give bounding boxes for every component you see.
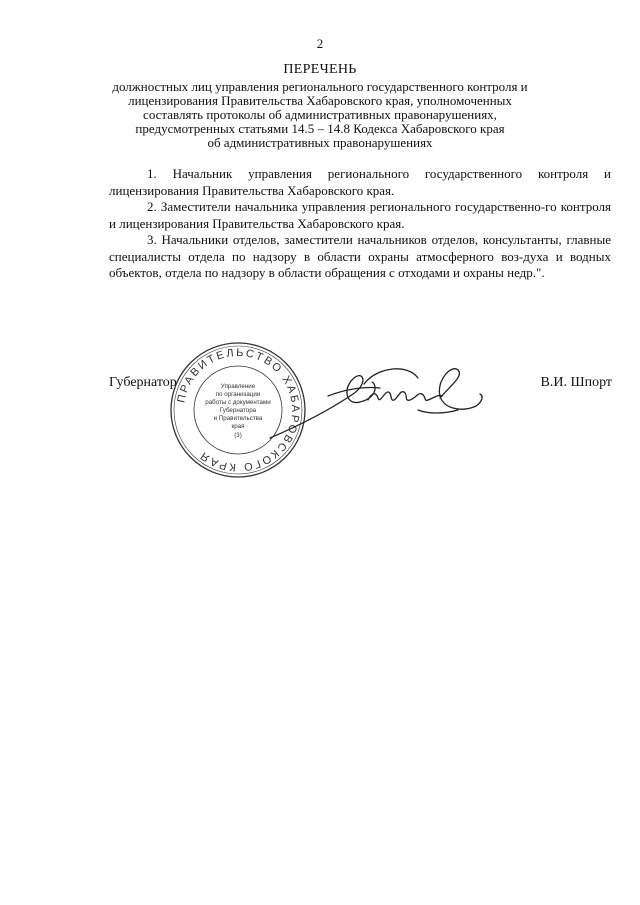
- subtitle-line: предусмотренных статьями 14.5 – 14.8 Кодекса Хабаровского края: [135, 121, 505, 136]
- subtitle-line: об административных правонарушениях: [207, 135, 433, 150]
- list-item: 1. Начальник управления регионального государственного контроля и лицензирования Правительства Хабаровского края.: [109, 166, 611, 198]
- page-number: 2: [316, 36, 324, 51]
- handwritten-signature: [268, 356, 488, 446]
- subtitle-line: лицензирования Правительства Хабаровского края, уполномоченных: [128, 93, 512, 108]
- seal-center-line: (3): [234, 432, 242, 439]
- seal-center-line: и Правительства: [213, 415, 263, 422]
- subtitle-line: составлять протоколы об административных правонарушениях,: [143, 107, 497, 122]
- list-item: 3. Начальники отделов, заместители начальников отделов, консультанты, главные специалисты отдела по надзору в области охраны атмосферного воз-духа и водных объектов, отдела по надзору в области обращения с отходами и охраны недр.".: [109, 232, 611, 280]
- seal-ring-text: ПРАВИТЕЛЬСТВО ХАБАРОВСКОГО КРАЯ: [175, 346, 302, 474]
- officials-list: [109, 166, 611, 282]
- signatory-position: Губернатор: [109, 375, 177, 390]
- list-item: 2. Заместители начальника управления регионального государственно-го контроля и лицензирования Правительства Хабаровского края.: [109, 199, 611, 231]
- seal-center-line: Губернатора: [219, 407, 257, 414]
- signatory-name: В.И. Шпорт: [540, 375, 612, 390]
- seal-center-line: края: [231, 423, 245, 430]
- document-title: ПЕРЕЧЕНЬ: [283, 62, 357, 77]
- seal-center-line: работы с документами: [205, 399, 271, 406]
- subtitle-line: должностных лиц управления регионального государственного контроля и: [112, 79, 528, 94]
- seal-center-line: Управление: [220, 383, 256, 390]
- document-subtitle: [100, 80, 540, 150]
- seal-center-line: по организации: [215, 391, 261, 398]
